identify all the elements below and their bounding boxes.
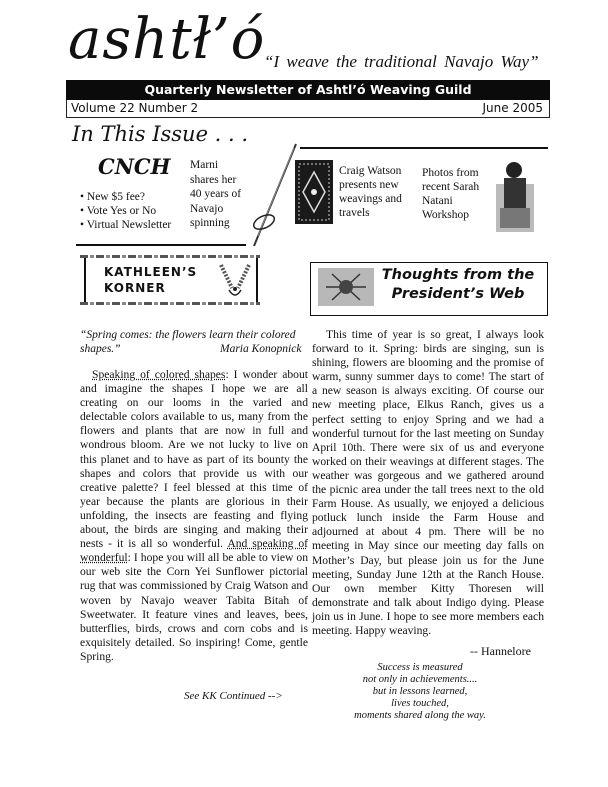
tagline: “I weave the traditional Navajo Way” bbox=[264, 52, 539, 71]
poem-line: not only in achievements.... bbox=[362, 674, 478, 685]
teaser-line: travels bbox=[339, 207, 370, 219]
issue-date: June 2005 bbox=[482, 101, 543, 115]
title-line: President’s Web bbox=[391, 286, 525, 302]
spider-web-image bbox=[318, 268, 374, 306]
continued-link[interactable]: See KK Continued --> bbox=[184, 690, 283, 702]
volume-number: Volume 22 Number 2 bbox=[71, 101, 199, 115]
volume-bar bbox=[66, 100, 550, 118]
teaser-line: Workshop bbox=[422, 209, 469, 221]
body-text: : I hope you will all be able to view on our web site the Corn Yei Sunflower pictorial rug that was commissioned by Craig Watson and woven by Navajo weaver Tabita Bitah of Sweetwater. It feature vines and leaves, bees, butterflies, birds, crows and corn cobs and is exquisitely detailed. So inspiring! Come, gentle Spring. bbox=[80, 551, 308, 663]
spring-quote bbox=[80, 328, 310, 356]
teaser-line: Photos from bbox=[422, 167, 479, 179]
teaser-line: Navajo bbox=[190, 202, 224, 215]
teaser-line: Marni bbox=[190, 159, 219, 171]
poem bbox=[330, 662, 510, 722]
presidents-web-title bbox=[378, 266, 538, 304]
lead-phrase: And speaking of wonderful bbox=[80, 537, 308, 565]
rug-icon bbox=[295, 160, 333, 224]
teaser-line: recent Sarah bbox=[422, 181, 480, 193]
teaser-line: weavings and bbox=[339, 193, 402, 205]
banner: Quarterly Newsletter of Ashtl’ó Weaving Guild bbox=[66, 80, 550, 100]
title-line: Thoughts from the bbox=[381, 267, 535, 283]
bullet: • Virtual Newsletter bbox=[80, 219, 172, 231]
kathleens-korner-body bbox=[80, 368, 308, 664]
quote-author: Maria Konopnick bbox=[220, 343, 302, 355]
title-line: KATHLEEN’S bbox=[104, 265, 198, 279]
quote-text: “Spring comes: the flowers learn their colored shapes.” bbox=[80, 329, 296, 355]
kathleens-korner-title bbox=[104, 264, 197, 296]
body-text: This time of year is so great, I always look forward to it. Spring: birds are singing, sun is shining, flowers are blooming and the promise of warm, sunny summer days to come! The start of a new season is always exciting. Of course our new meeting place, Elkus Ranch, gives us a perfect setting to enjoy Spring and we had a wonderful turnout for the last meeting on Sunday April 10th. There were six of us and everyone worked on their weavings at different stages. The weather was gorgeous and we gathered around the picnic area under the tall trees next to the old Farm House. As usually, we enjoyed a delicious potluck lunch inside the Farm House and adjourned at about 4 pm. There will be no meeting in May since our meeting day falls on Mother’s Day, but please join us for the June meeting, Sunday June 12th at the Ranch House. Our own member Kitty Thoresen will demonstrate and talk about Indigo dying. Please join us in June. I hope to see more members each meeting. Happy weaving. bbox=[312, 328, 544, 637]
teaser-line: presents new bbox=[339, 179, 399, 191]
poem-line: but in lessons learned, bbox=[372, 686, 468, 697]
poem-line: lives touched, bbox=[391, 698, 449, 709]
in-this-issue-heading: In This Issue . . . bbox=[72, 122, 249, 146]
title-line: KORNER bbox=[104, 281, 166, 295]
divider bbox=[76, 244, 246, 246]
photos-teaser bbox=[422, 166, 494, 222]
newsletter-title: ashtł’ó bbox=[68, 7, 266, 72]
teaser-line: spinning bbox=[190, 217, 230, 229]
craig-teaser bbox=[339, 164, 411, 220]
cnch-bullets bbox=[80, 190, 171, 232]
cnch-title: CNCH bbox=[98, 154, 171, 179]
lead-phrase: Speaking of colored shapes bbox=[92, 368, 226, 381]
spider-icon bbox=[318, 268, 374, 306]
signature: -- Hannelore bbox=[470, 644, 531, 658]
spindle-icon bbox=[248, 142, 300, 248]
teaser-line: Craig Watson bbox=[339, 165, 402, 177]
poem-line: moments shared along the way. bbox=[354, 710, 486, 721]
bullet: • Vote Yes or No bbox=[80, 205, 157, 217]
poem-line: Success is measured bbox=[377, 662, 463, 673]
necklace-icon bbox=[218, 262, 252, 300]
presidents-web-body bbox=[312, 328, 544, 638]
teaser-line: 40 years of bbox=[190, 188, 242, 200]
weaver-photo-icon bbox=[492, 156, 538, 234]
border-decoration bbox=[80, 302, 260, 305]
body-text: : I wonder about and imagine the shapes I hope we are all creating on our looms in the varied and delectable colors available to us, many from the flowers and plants that are now in full and wondrous bloom. Are we not lucky to live on this planet and to have as part of its bounty the shapes and colors that provide us with our creative palette? I feel blessed at this time of year because the plants are glorious in their unfolding, the insects are feasting and flying about, the birds are singing and making their nests - it is all so wonderful. bbox=[80, 368, 308, 551]
teaser-line: Natani bbox=[422, 195, 453, 207]
bullet: • New $5 fee? bbox=[80, 191, 146, 203]
divider bbox=[300, 147, 548, 149]
teaser-line: shares her bbox=[190, 173, 237, 186]
